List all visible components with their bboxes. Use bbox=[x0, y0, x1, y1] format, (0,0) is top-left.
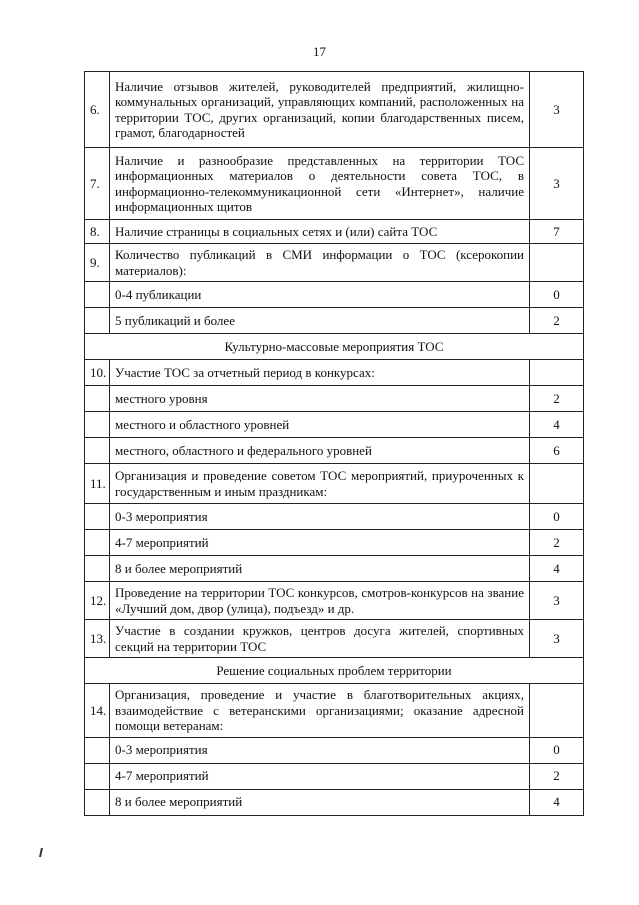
option-row bbox=[85, 386, 584, 412]
option-row bbox=[85, 504, 584, 530]
score-cell: 2 bbox=[530, 763, 584, 789]
criterion-row bbox=[85, 684, 584, 738]
option-text: местного и областного уровней bbox=[110, 412, 530, 438]
criterion-text: Проведение на территории ТОС конкурсов, смотров-конкурсов на звание «Лучший дом, двор (улица), подъезд» и др. bbox=[110, 582, 530, 620]
option-text: местного уровня bbox=[110, 386, 530, 412]
criterion-number bbox=[85, 438, 110, 464]
criterion-number bbox=[85, 737, 110, 763]
option-row bbox=[85, 530, 584, 556]
criterion-number bbox=[85, 789, 110, 815]
option-row bbox=[85, 308, 584, 334]
score-cell bbox=[530, 684, 584, 738]
criterion-row bbox=[85, 360, 584, 386]
option-text: 8 и более мероприятий bbox=[110, 556, 530, 582]
score-cell: 7 bbox=[530, 220, 584, 244]
option-text: 4-7 мероприятий bbox=[110, 530, 530, 556]
section-title: Культурно-массовые мероприятия ТОС bbox=[85, 334, 584, 360]
section-row bbox=[85, 658, 584, 684]
score-cell: 3 bbox=[530, 72, 584, 148]
criterion-number bbox=[85, 504, 110, 530]
criterion-number: 10. bbox=[85, 360, 110, 386]
option-text: 0-4 публикации bbox=[110, 282, 530, 308]
score-cell: 2 bbox=[530, 530, 584, 556]
option-row bbox=[85, 282, 584, 308]
section-title: Решение социальных проблем территории bbox=[85, 658, 584, 684]
option-row bbox=[85, 556, 584, 582]
criterion-row bbox=[85, 620, 584, 658]
option-row bbox=[85, 763, 584, 789]
criterion-number bbox=[85, 386, 110, 412]
criterion-number bbox=[85, 556, 110, 582]
option-row bbox=[85, 737, 584, 763]
criterion-number: 9. bbox=[85, 244, 110, 282]
score-cell: 3 bbox=[530, 148, 584, 220]
option-text: местного, областного и федерального уровней bbox=[110, 438, 530, 464]
score-cell: 4 bbox=[530, 789, 584, 815]
criterion-row bbox=[85, 220, 584, 244]
score-cell: 3 bbox=[530, 620, 584, 658]
section-row bbox=[85, 334, 584, 360]
option-text: 5 публикаций и более bbox=[110, 308, 530, 334]
score-cell: 4 bbox=[530, 412, 584, 438]
criterion-row bbox=[85, 464, 584, 504]
score-cell: 2 bbox=[530, 308, 584, 334]
criterion-number bbox=[85, 763, 110, 789]
margin-mark bbox=[39, 848, 43, 857]
option-row bbox=[85, 789, 584, 815]
criterion-number bbox=[85, 282, 110, 308]
option-row bbox=[85, 412, 584, 438]
criterion-text: Наличие отзывов жителей, руководителей предприятий, жилищно-коммунальных организаций, управляющих компаний, расположенных на территории ТОС, других организаций, копии благодарственных писем, грамот, благодарностей bbox=[110, 72, 530, 148]
criteria-table-body bbox=[85, 72, 584, 816]
criterion-number: 12. bbox=[85, 582, 110, 620]
criterion-number: 14. bbox=[85, 684, 110, 738]
score-cell: 6 bbox=[530, 438, 584, 464]
criterion-number bbox=[85, 308, 110, 334]
score-cell: 0 bbox=[530, 737, 584, 763]
option-row bbox=[85, 438, 584, 464]
criterion-text: Участие в создании кружков, центров досуга жителей, спортивных секций на территории ТОС bbox=[110, 620, 530, 658]
criterion-row bbox=[85, 72, 584, 148]
score-cell bbox=[530, 360, 584, 386]
criterion-text: Наличие и разнообразие представленных на территории ТОС информационных материалов о деятельности совета ТОС, в информационно-телекоммуникационной сети «Интернет», наличие информационных щитов bbox=[110, 148, 530, 220]
score-cell bbox=[530, 464, 584, 504]
criterion-number: 11. bbox=[85, 464, 110, 504]
score-cell: 0 bbox=[530, 504, 584, 530]
score-cell: 3 bbox=[530, 582, 584, 620]
option-text: 4-7 мероприятий bbox=[110, 763, 530, 789]
criterion-number bbox=[85, 530, 110, 556]
criterion-text: Наличие страницы в социальных сетях и (или) сайта ТОС bbox=[110, 220, 530, 244]
criterion-number bbox=[85, 412, 110, 438]
score-cell: 4 bbox=[530, 556, 584, 582]
criterion-row bbox=[85, 582, 584, 620]
criterion-text: Участие ТОС за отчетный период в конкурсах: bbox=[110, 360, 530, 386]
criterion-row bbox=[85, 244, 584, 282]
criterion-number: 6. bbox=[85, 72, 110, 148]
criterion-number: 13. bbox=[85, 620, 110, 658]
criteria-table bbox=[84, 71, 584, 816]
page-number: 17 bbox=[313, 44, 326, 59]
option-text: 8 и более мероприятий bbox=[110, 789, 530, 815]
criterion-row bbox=[85, 148, 584, 220]
score-cell bbox=[530, 244, 584, 282]
criterion-text: Организация и проведение советом ТОС мероприятий, приуроченных к государственным и иным праздникам: bbox=[110, 464, 530, 504]
criterion-number: 7. bbox=[85, 148, 110, 220]
option-text: 0-3 мероприятия bbox=[110, 737, 530, 763]
criterion-number: 8. bbox=[85, 220, 110, 244]
criterion-text: Организация, проведение и участие в благотворительных акциях, взаимодействие с ветеранскими организациями; оказание адресной помощи ветеранам: bbox=[110, 684, 530, 738]
criterion-text: Количество публикаций в СМИ информации о ТОС (ксерокопии материалов): bbox=[110, 244, 530, 282]
score-cell: 0 bbox=[530, 282, 584, 308]
option-text: 0-3 мероприятия bbox=[110, 504, 530, 530]
score-cell: 2 bbox=[530, 386, 584, 412]
